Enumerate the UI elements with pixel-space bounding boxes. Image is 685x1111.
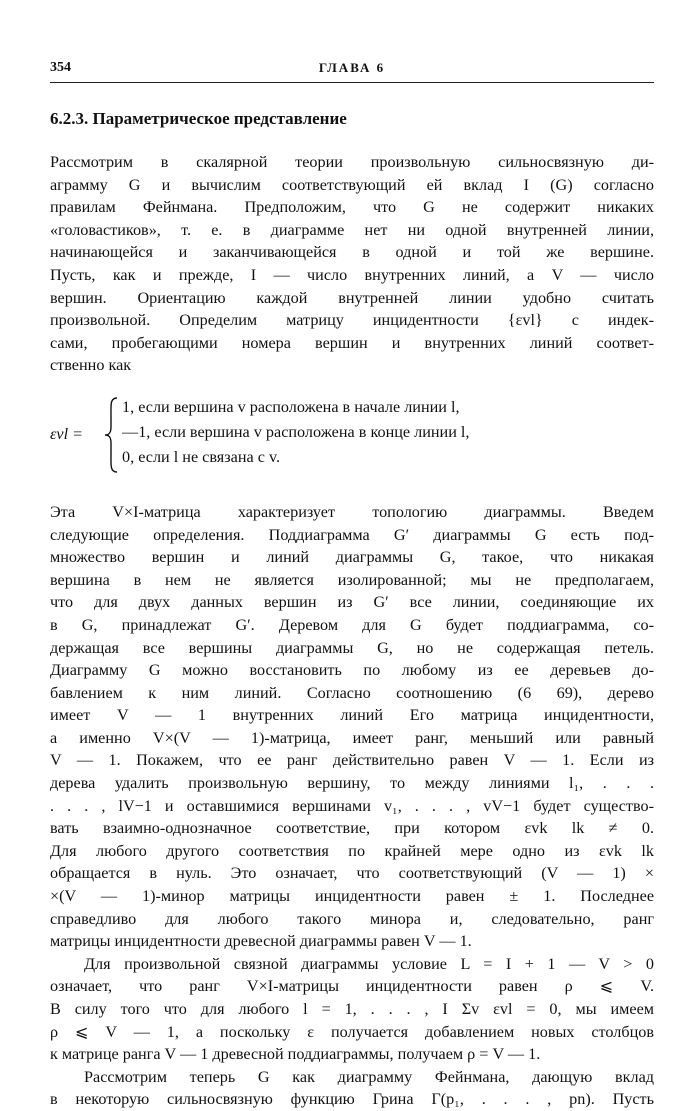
text-line: а именно V×(V — 1)-матрица, имеет ранг, меньший или равный — [50, 728, 654, 747]
text-line: . . . , lV−1 и оставшимися вершинами v₁, . . . , vV−1 будет существо- — [50, 796, 654, 815]
text-line: ρ ⩽ V — 1, а поскольку ε получается добавлением новых столбцов — [50, 1022, 654, 1041]
left-brace-icon — [104, 397, 118, 473]
text-line: в некоторую сильносвязную функцию Грина Γ(p₁, . . . , pn). Пусть — [50, 1090, 654, 1109]
text-line: вать взаимно-однозначное соответствие, при котором εvk lk ≠ 0. — [50, 819, 654, 838]
text-line: множество вершин и линий диаграммы G, такое, что никакая — [50, 548, 654, 567]
text-line: произвольной. Определим матрицу инцидентности {εvl} с индек- — [50, 311, 654, 330]
formula-case: 0, если l не связана с v. — [122, 447, 281, 466]
text-line: к матрице ранга V — 1 древесной поддиаграммы, получаем ρ = V — 1. — [50, 1045, 541, 1064]
incidence-matrix-formula — [50, 395, 654, 481]
paragraph-intro — [50, 151, 654, 377]
formula-case: 1, если вершина v расположена в начале линии l, — [122, 397, 460, 416]
section-heading: 6.2.3. Параметрическое представление — [50, 109, 347, 128]
formula-cases — [122, 395, 469, 470]
chapter-title: ГЛАВА 6 — [318, 60, 386, 75]
text-line: ственно как — [50, 356, 132, 375]
text-line: «головастиков», т. е. в диаграмме нет ни одной внутренней линии, — [50, 220, 654, 239]
running-header — [50, 60, 654, 83]
page-number: 354 — [50, 60, 71, 75]
book-page — [50, 60, 654, 1111]
text-line: матрицы инцидентности древесной диаграммы равен V — 1. — [50, 932, 472, 951]
text-line: Рассмотрим теперь G как диаграмму Фейнмана, дающую вклад — [84, 1067, 654, 1086]
text-line: начинающейся и заканчивающейся в одной и той же вершине. — [50, 243, 654, 262]
text-line: сами, пробегающими номера вершин и внутренних линий соответ- — [50, 333, 654, 352]
text-line: означает, что ранг V×I-матрицы инцидентности равен ρ ⩽ V. — [50, 977, 654, 996]
text-line: обращается в нуль. Это означает, что соответствующий (V — 1) × — [50, 864, 654, 883]
text-line: держащая все вершины диаграммы G, но не содержащая петель. — [50, 638, 654, 657]
text-line: V — 1. Покажем, что ее ранг действительно равен V — 1. Если из — [50, 751, 654, 770]
text-line: Пусть, как и прежде, I — число внутренних линий, а V — число — [50, 265, 654, 284]
text-line: аграмму G и вычислим соответствующий ей вклад I (G) согласно — [50, 175, 654, 194]
text-line: Диаграмму G можно восстановить по любому из ее деревьев до- — [50, 661, 654, 680]
text-line: что для двух данных вершин из G′ все линии, соединяющие их — [50, 593, 654, 612]
text-line: вершина в нем не является изолированной; мы не предполагаем, — [50, 570, 654, 589]
paragraph-feynman — [50, 1066, 654, 1111]
text-line: Для любого другого соответствия по крайней мере одно из εvk lk — [50, 841, 654, 860]
text-line: В силу того что для любого l = 1, . . . , I Σv εvl = 0, мы имеем — [50, 1000, 654, 1018]
paragraph-definitions — [50, 501, 654, 953]
text-line: ×(V — 1)-минор матрицы инцидентности равен ± 1. Последнее — [50, 887, 654, 906]
paragraph-rank — [50, 953, 654, 1066]
text-line: Для произвольной связной диаграммы условие L = I + 1 — V > 0 — [84, 954, 654, 973]
formula-case: —1, если вершина v расположена в конце линии l, — [122, 422, 470, 441]
text-line: бавлением к ним линий. Согласно соотношению (6 69), дерево — [50, 683, 654, 702]
text-line: следующие определения. Поддиаграмма G′ диаграммы G есть под- — [50, 525, 654, 544]
formula-lhs: εvl = — [50, 424, 84, 443]
text-line: Эта V×I-матрица характеризует топологию диаграммы. Введем — [50, 502, 654, 521]
text-line: имеет V — 1 внутренних линий Его матрица инцидентности, — [50, 706, 654, 725]
text-line: Рассмотрим в скалярной теории произвольную сильносвязную ди- — [50, 153, 654, 171]
text-line: правилам Фейнмана. Предположим, что G не содержит никаких — [50, 198, 654, 217]
text-line: в G, принадлежат G′. Деревом для G будет поддиаграмма, со- — [50, 615, 654, 634]
text-line: справедливо для любого такого минора и, следовательно, ранг — [50, 909, 654, 928]
text-line: дерева удалить произвольную вершину, то между линиями l₁, . . . — [50, 774, 654, 793]
text-line: вершин. Ориентацию каждой внутренней линии удобно считать — [50, 288, 654, 307]
